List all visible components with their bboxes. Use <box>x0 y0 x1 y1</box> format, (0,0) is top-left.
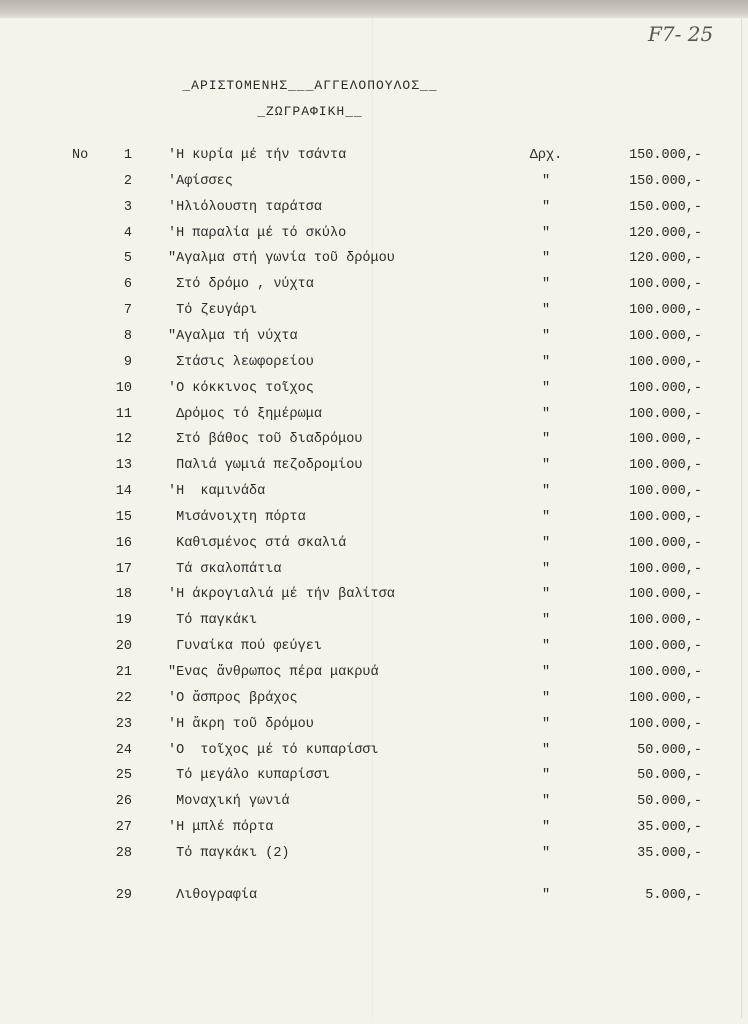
item-title: Καθισμένος στά σκαλιά <box>168 535 347 551</box>
ditto-mark: " <box>541 199 551 215</box>
list-item <box>0 432 748 452</box>
ditto-mark: " <box>541 277 551 293</box>
item-title: 'Ο ἄσπρος βράχος <box>168 690 298 706</box>
ditto-mark: " <box>541 794 551 810</box>
ditto-mark: " <box>541 587 551 603</box>
item-number: 3 <box>123 199 132 215</box>
ditto-mark: " <box>541 716 551 732</box>
scan-top-shadow <box>0 0 748 18</box>
item-price: 100.000,- <box>629 535 702 551</box>
list-item <box>0 768 748 788</box>
item-number: 20 <box>115 639 132 655</box>
item-title: 'Η κυρία μέ τήν τσάντα <box>168 148 347 163</box>
item-title: 'Η μπλέ πόρτα <box>168 820 274 836</box>
item-number: 22 <box>115 690 132 706</box>
list-item <box>0 148 748 168</box>
item-number: 24 <box>115 742 132 758</box>
item-title: Μισάνοιχτη πόρτα <box>168 509 306 525</box>
item-number: 12 <box>115 432 132 448</box>
list-item <box>0 820 748 840</box>
item-title: Τό παγκάκι (2) <box>168 845 290 861</box>
item-price: 100.000,- <box>629 716 702 732</box>
item-title: 'Η άκρογιαλιά μέ τήν βαλίτσα <box>168 587 395 603</box>
item-title: 'Η ἄκρη τοῦ δρόμου <box>168 716 314 732</box>
item-title: "Ενας ἄνθρωπος πέρα μακρυά <box>168 665 379 680</box>
item-price: 100.000,- <box>629 613 702 629</box>
item-price: 100.000,- <box>629 639 702 655</box>
list-item <box>0 794 748 814</box>
item-number: 13 <box>115 458 132 474</box>
list-item <box>0 888 748 908</box>
ditto-mark: " <box>541 561 551 577</box>
item-number: 23 <box>115 716 132 732</box>
list-item <box>0 510 748 530</box>
item-title: "Αγαλμα τή νύχτα <box>168 328 298 344</box>
item-title: Παλιά γωμιά πεζοδρομίου <box>168 458 363 474</box>
item-number: 29 <box>115 888 132 903</box>
list-item <box>0 536 748 556</box>
item-price: 120.000,- <box>629 225 702 241</box>
item-title: Στάσις λεωφορείου <box>168 354 314 370</box>
item-price: 100.000,- <box>629 458 702 474</box>
item-title: 'Η παραλία μέ τό σκύλο <box>168 225 347 241</box>
list-item <box>0 846 748 866</box>
item-price: 120.000,- <box>629 251 702 267</box>
item-price: 50.000,- <box>629 742 702 758</box>
ditto-mark: " <box>541 845 551 861</box>
item-title: 'Αφίσσες <box>168 173 233 189</box>
ditto-mark: " <box>541 354 551 370</box>
ditto-mark: " <box>541 251 551 267</box>
item-price: 100.000,- <box>629 587 702 603</box>
item-number: 7 <box>123 303 132 319</box>
item-price: 35.000,- <box>629 820 702 836</box>
currency-label: Δρχ. <box>529 148 563 163</box>
item-price: 100.000,- <box>629 328 702 344</box>
ditto-mark: " <box>541 380 551 396</box>
list-item <box>0 562 748 582</box>
list-item <box>0 407 748 427</box>
list-item <box>0 277 748 297</box>
ditto-mark: " <box>541 406 551 422</box>
item-price: 100.000,- <box>629 303 702 319</box>
item-price: 150.000,- <box>629 173 702 189</box>
artist-name-heading: _ΑΡΙΣΤΟΜΕΝΗΣ___ΑΓΓΕΛΟΠΟΥΛΟΣ__ <box>182 78 438 93</box>
item-number: 26 <box>115 794 132 810</box>
handwritten-reference-note: F7- 25 <box>648 22 714 46</box>
item-price: 150.000,- <box>629 199 702 215</box>
item-title: Μοναχική γωνιά <box>168 794 290 810</box>
item-title: Τά σκαλοπάτια <box>168 561 282 577</box>
item-number: 15 <box>115 509 132 525</box>
ditto-mark: " <box>541 613 551 629</box>
item-number: 28 <box>115 845 132 861</box>
ditto-mark: " <box>541 535 551 551</box>
ditto-mark: " <box>541 690 551 706</box>
item-title: Λιθογραφία <box>168 888 258 903</box>
ditto-mark: " <box>541 484 551 500</box>
list-item <box>0 251 748 271</box>
ditto-mark: " <box>541 509 551 525</box>
item-title: 'Ο κόκκινος τοῖχος <box>168 380 314 396</box>
item-number: 2 <box>123 173 132 189</box>
ditto-mark: " <box>541 820 551 836</box>
list-item <box>0 226 748 246</box>
item-price: 150.000,- <box>629 148 702 163</box>
item-number: 1 <box>123 148 132 163</box>
item-title: "Αγαλμα στή γωνία τοῦ δρόμου <box>168 251 395 267</box>
list-item <box>0 613 748 633</box>
list-item <box>0 587 748 607</box>
list-item <box>0 381 748 401</box>
item-title: Τό μεγάλο κυπαρίσσι <box>168 768 331 784</box>
item-title: Δρόμος τό ξημέρωμα <box>168 406 322 422</box>
item-number: 9 <box>123 354 132 370</box>
ditto-mark: " <box>541 742 551 758</box>
item-title: 'Η καμινάδα <box>168 484 266 500</box>
item-number: 10 <box>115 380 132 396</box>
item-price: 100.000,- <box>629 380 702 396</box>
ditto-mark: " <box>541 328 551 344</box>
list-item <box>0 458 748 478</box>
item-price: 100.000,- <box>629 665 702 680</box>
ditto-mark: " <box>541 432 551 448</box>
item-number: 16 <box>115 535 132 551</box>
item-title: Στό δρόμο , νύχτα <box>168 277 314 293</box>
ditto-mark: " <box>541 768 551 784</box>
item-number: 21 <box>115 665 132 680</box>
item-title: Στό βάθος τοῦ διαδρόμου <box>168 432 363 448</box>
list-item <box>0 355 748 375</box>
item-number: 27 <box>115 820 132 836</box>
item-price: 100.000,- <box>629 277 702 293</box>
item-price: 50.000,- <box>629 794 702 810</box>
item-number: 25 <box>115 768 132 784</box>
ditto-mark: " <box>541 458 551 474</box>
item-price: 100.000,- <box>629 509 702 525</box>
item-number: 11 <box>115 406 132 422</box>
item-number: 18 <box>115 587 132 603</box>
item-title: Γυναίκα πού φεύγει <box>168 639 322 655</box>
item-number: 6 <box>123 277 132 293</box>
item-number: 5 <box>123 251 132 267</box>
item-number: 14 <box>115 484 132 500</box>
item-price: 100.000,- <box>629 354 702 370</box>
item-price: 50.000,- <box>629 768 702 784</box>
list-item <box>0 174 748 194</box>
number-label: No <box>72 148 89 163</box>
ditto-mark: " <box>541 639 551 655</box>
item-title: Τό ζευγάρι <box>168 303 258 319</box>
list-item <box>0 743 748 763</box>
ditto-mark: " <box>541 665 551 680</box>
item-number: 8 <box>123 328 132 344</box>
item-price: 100.000,- <box>629 561 702 577</box>
item-price: 100.000,- <box>629 690 702 706</box>
item-price: 35.000,- <box>629 845 702 861</box>
item-title: Τό παγκάκι <box>168 613 258 629</box>
list-item <box>0 303 748 323</box>
list-item <box>0 665 748 685</box>
ditto-mark: " <box>541 225 551 241</box>
list-item <box>0 329 748 349</box>
item-title: 'Ηλιόλουστη ταράτσα <box>168 199 322 215</box>
list-item <box>0 691 748 711</box>
item-price: 100.000,- <box>629 484 702 500</box>
item-number: 4 <box>123 225 132 241</box>
item-number: 17 <box>115 561 132 577</box>
list-item <box>0 717 748 737</box>
item-price: 5.000,- <box>629 888 702 903</box>
item-price: 100.000,- <box>629 406 702 422</box>
list-item <box>0 484 748 504</box>
list-item <box>0 639 748 659</box>
item-title: 'Ο τοῖχος μέ τό κυπαρίσσι <box>168 742 379 758</box>
ditto-mark: " <box>541 303 551 319</box>
list-item <box>0 200 748 220</box>
item-price: 100.000,- <box>629 432 702 448</box>
ditto-mark: " <box>541 173 551 189</box>
item-number: 19 <box>115 613 132 629</box>
ditto-mark: " <box>541 888 551 903</box>
painting-subheading: _ΖΩΓΡΑΦΙΚΗ__ <box>257 104 363 119</box>
